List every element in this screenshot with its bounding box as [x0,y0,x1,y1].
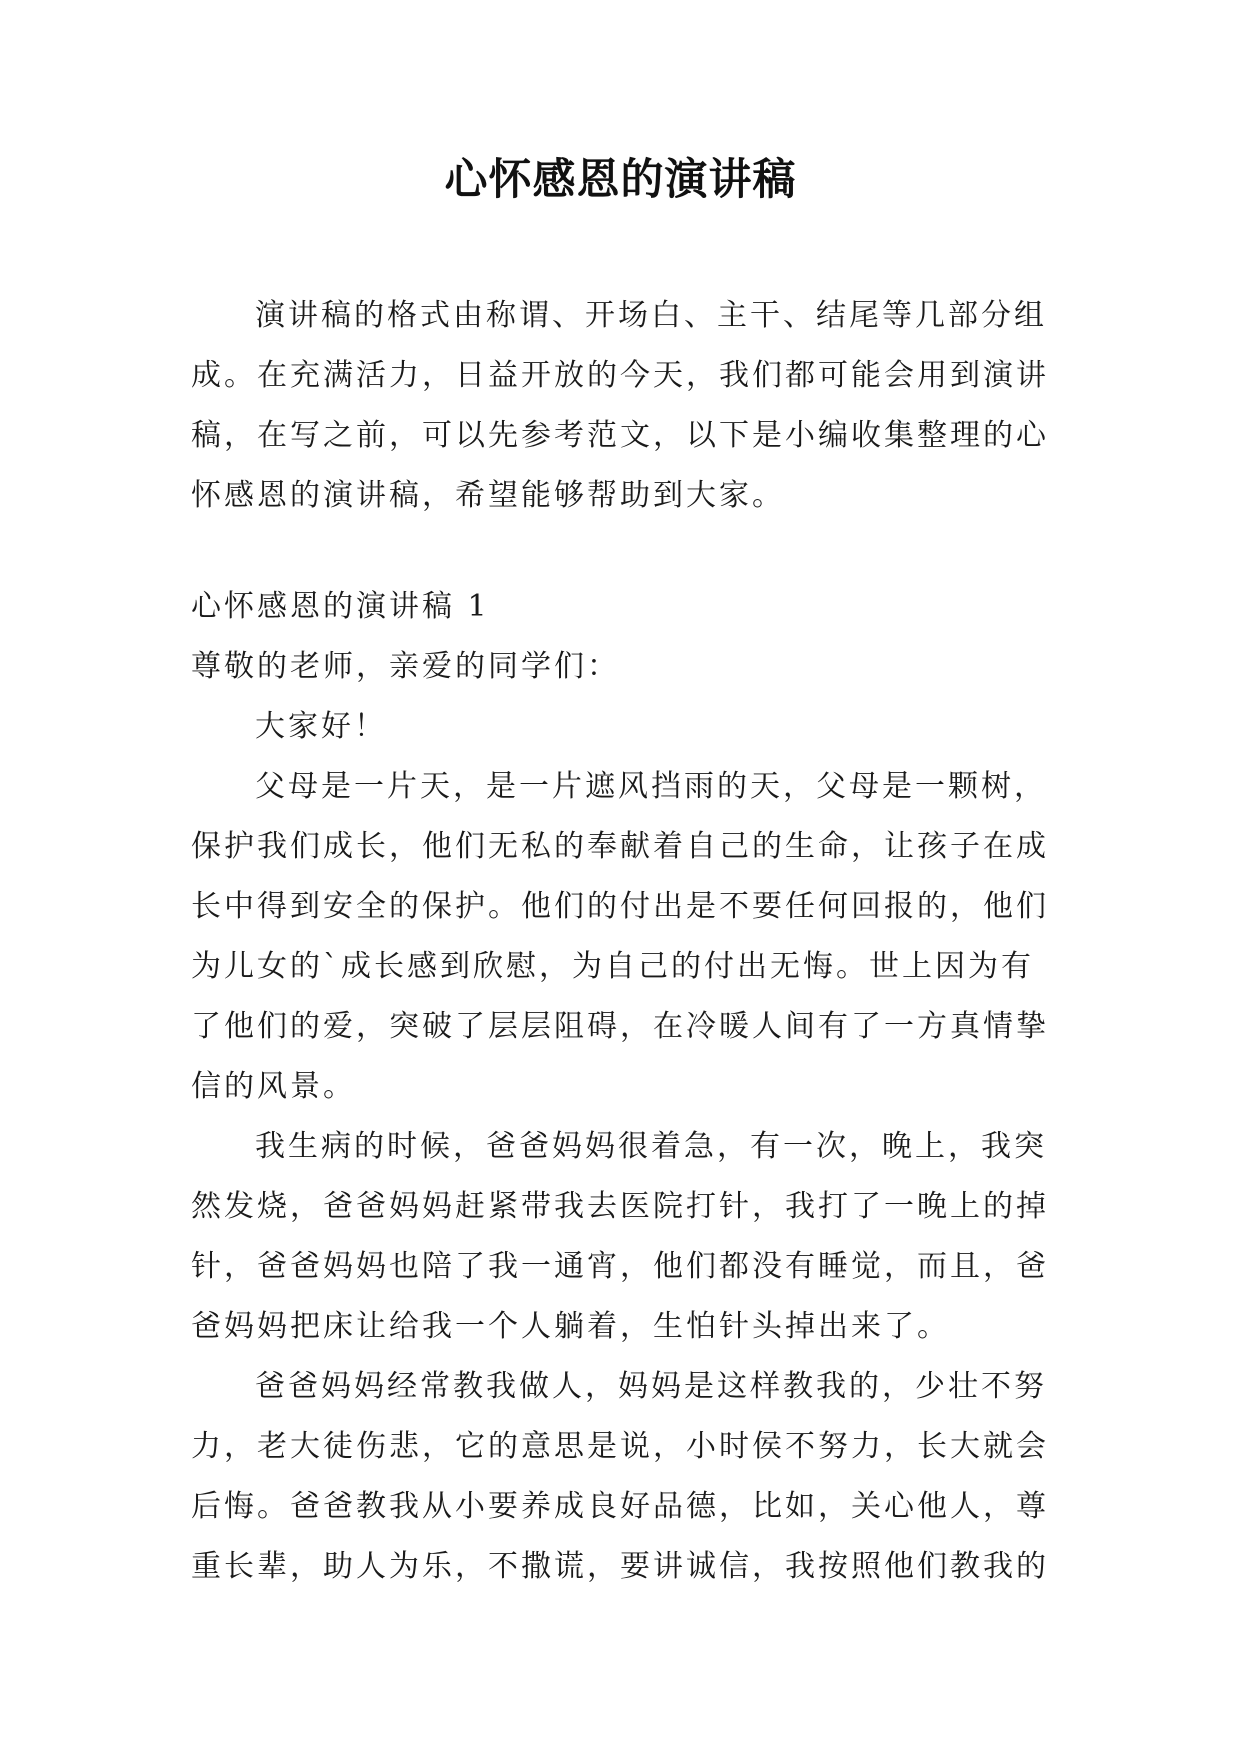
body-paragraph: 父母是一片天，是一片遮风挡雨的天，父母是一颗树，保护我们成长，他们无私的奉献着自己的生命，让孩子在成长中得到安全的保护。他们的付出是不要任何回报的，他们为儿女的`成长感到欣慰，为自己的付出无悔。世上因为有了他们的爱，突破了层层阻碍，在冷暖人间有了一方真情挚信的风景。 [191,769,1049,1104]
document-body [191,286,1051,1597]
intro-paragraph: 演讲稿的格式由称谓、开场白、主干、结尾等几部分组成。在充满活力，日益开放的今天，我们都可能会用到演讲稿，在写之前，可以先参考范文，以下是小编收集整理的心怀感恩的演讲稿，希望能够帮助到大家。 [191,298,1049,513]
body-paragraph: 爸爸妈妈经常教我做人，妈妈是这样教我的，少壮不努力，老大徒伤悲，它的意思是说，小时侯不努力，长大就会后悔。爸爸教我从小要养成良好品德，比如，关心他人，尊重长辈，助人为乐，不撒谎，要讲诚信，我按照他们教我的 [191,1369,1049,1584]
section-spacer [191,526,1051,577]
document-title: 心怀感恩的演讲稿 [444,155,797,205]
section-heading: 心怀感恩的演讲稿 1 [191,589,490,624]
body-paragraph: 我生病的时候，爸爸妈妈很着急，有一次，晚上，我突然发烧，爸爸妈妈赶紧带我去医院打针，我打了一晚上的掉针，爸爸妈妈也陪了我一通宵，他们都没有睡觉，而且，爸爸妈妈把床让给我一个人躺着，生怕针头掉出来了。 [191,1129,1049,1344]
salutation: 尊敬的老师，亲爱的同学们： [191,649,620,684]
greeting: 大家好！ [255,709,387,744]
